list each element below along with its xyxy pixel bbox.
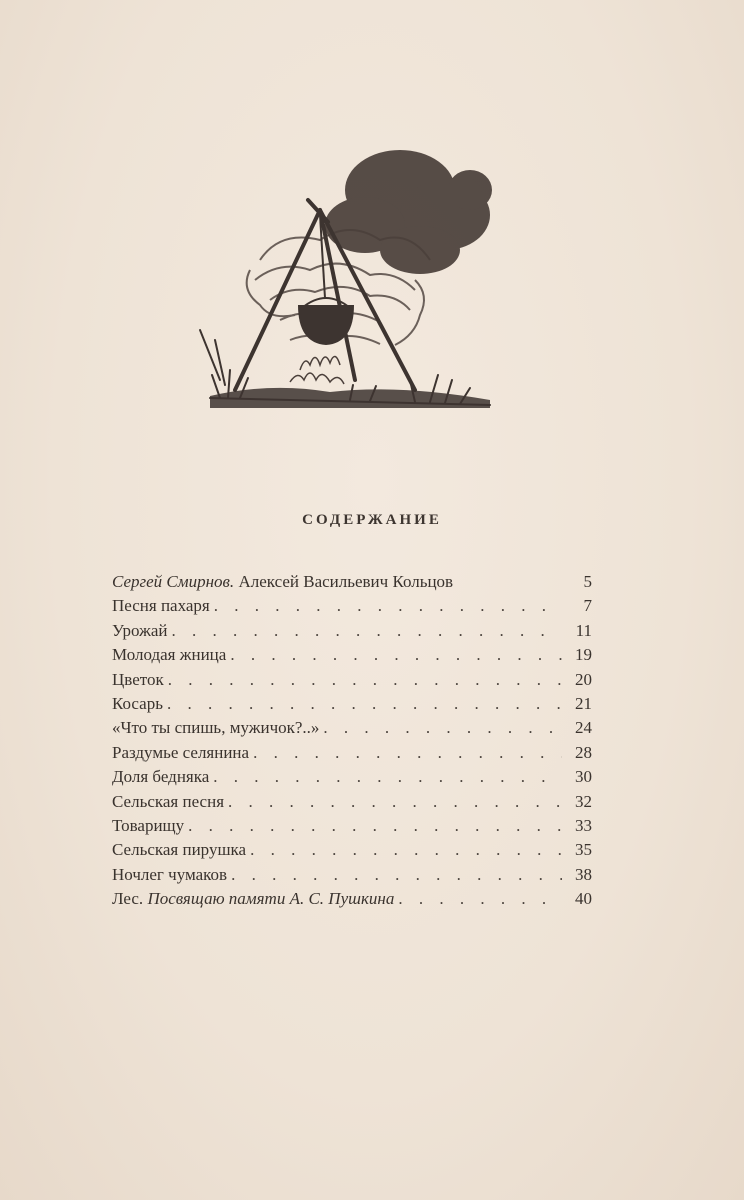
toc-entry-13[interactable] bbox=[112, 887, 592, 911]
toc-entry-8[interactable] bbox=[112, 765, 592, 789]
toc-entry-1[interactable] bbox=[112, 594, 592, 618]
toc-leader-dots bbox=[231, 863, 562, 887]
toc-entry-page: 11 bbox=[575, 620, 592, 640]
toc-leader-dots bbox=[253, 741, 562, 765]
toc-leader-dots bbox=[398, 887, 562, 911]
campfire-cauldron-icon bbox=[190, 130, 510, 430]
toc-leader-dots bbox=[188, 814, 562, 838]
toc-entry-5[interactable] bbox=[112, 692, 592, 716]
table-of-contents bbox=[112, 570, 592, 911]
toc-entry-page: 30 bbox=[575, 767, 592, 787]
toc-entry-12[interactable] bbox=[112, 863, 592, 887]
toc-entry-page: 24 bbox=[575, 718, 592, 738]
toc-entry-page: 20 bbox=[575, 669, 592, 689]
toc-entry-title: Раздумье селянина bbox=[112, 742, 250, 762]
toc-entry-2[interactable] bbox=[112, 619, 592, 643]
toc-entry-3[interactable] bbox=[112, 643, 592, 667]
toc-entry-title: Сельская пирушка bbox=[112, 840, 247, 860]
toc-entry-page: 28 bbox=[575, 742, 592, 762]
toc-entry-title bbox=[112, 570, 457, 594]
toc-entry-title: Молодая жница bbox=[112, 645, 227, 665]
toc-entry-page: 7 bbox=[583, 596, 592, 616]
toc-entry-title: Сельская песня bbox=[112, 791, 225, 811]
toc-entry-7[interactable] bbox=[112, 741, 592, 765]
toc-leader-dots bbox=[172, 619, 562, 643]
toc-entry-page: 21 bbox=[575, 693, 592, 713]
toc-entry-4[interactable] bbox=[112, 668, 592, 692]
toc-entry-title bbox=[112, 887, 398, 911]
toc-entry-title: Косарь bbox=[112, 693, 163, 713]
toc-entry-page: 19 bbox=[575, 645, 592, 665]
toc-leader-dots bbox=[323, 716, 562, 740]
toc-leader-dots bbox=[214, 594, 562, 618]
toc-entry-10[interactable] bbox=[112, 814, 592, 838]
toc-entry-page: 38 bbox=[575, 864, 592, 884]
toc-leader-dots bbox=[213, 765, 562, 789]
toc-entry-author: Сергей Смирнов. bbox=[112, 572, 235, 591]
toc-entry-title: «Что ты спишь, мужичок?..» bbox=[112, 718, 320, 738]
toc-entry-6[interactable] bbox=[112, 716, 592, 740]
toc-entry-title: Доля бедняка bbox=[112, 767, 210, 787]
toc-leader-dots bbox=[250, 838, 562, 862]
toc-entry-0[interactable] bbox=[112, 570, 592, 594]
toc-entry-title: Песня пахаря bbox=[112, 596, 210, 616]
toc-entry-title: Товарищу bbox=[112, 815, 185, 835]
contents-heading: СОДЕРЖАНИЕ bbox=[302, 512, 442, 528]
toc-entry-page: 35 bbox=[575, 840, 592, 860]
toc-leader-dots bbox=[230, 643, 562, 667]
toc-entry-page: 32 bbox=[575, 791, 592, 811]
toc-entry-11[interactable] bbox=[112, 838, 592, 862]
toc-entry-title-text: Алексей Васильевич Кольцов bbox=[238, 572, 454, 591]
toc-entry-page: 5 bbox=[583, 572, 592, 591]
toc-entry-title: Урожай bbox=[112, 620, 168, 640]
toc-entry-page: 33 bbox=[575, 815, 592, 835]
toc-entry-title: Ночлег чумаков bbox=[112, 864, 228, 884]
toc-leader-dots bbox=[167, 692, 562, 716]
toc-entry-title: Цветок bbox=[112, 669, 164, 689]
toc-entry-page: 40 bbox=[575, 889, 592, 909]
toc-entry-9[interactable] bbox=[112, 790, 592, 814]
toc-leader-dots bbox=[228, 790, 562, 814]
toc-entry-title-text: Лес. bbox=[112, 889, 144, 909]
toc-entry-subtitle: Посвящаю памяти А. С. Пушкина bbox=[147, 889, 395, 909]
toc-leader-dots bbox=[168, 668, 562, 692]
